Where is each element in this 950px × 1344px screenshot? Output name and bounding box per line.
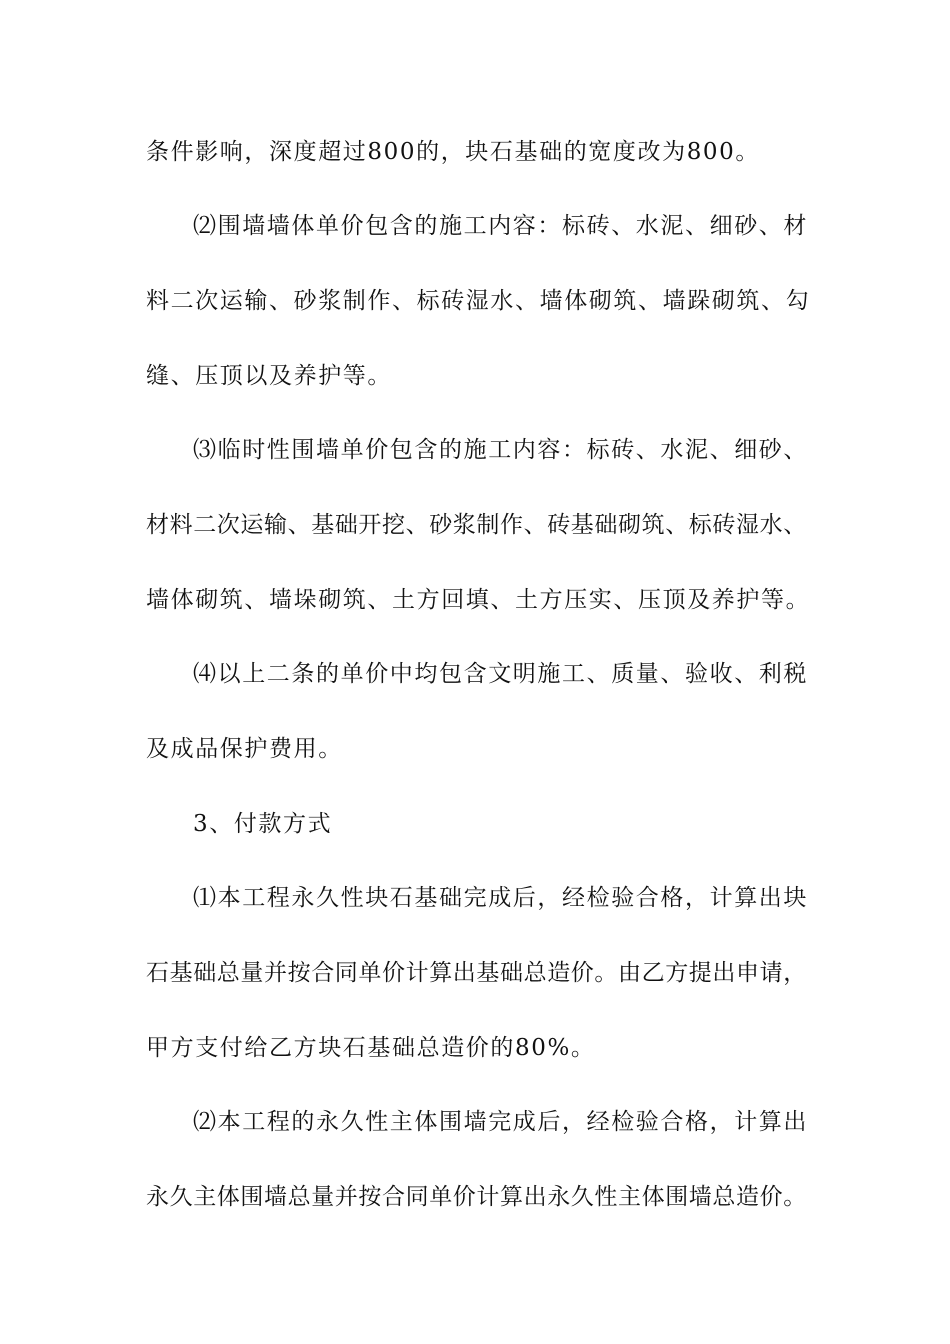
text-line: 及成品保护费用。	[146, 736, 343, 762]
text-line: ⑴本工程永久性块石基础完成后，经检验合格，计算出块	[193, 885, 808, 911]
text-line: ⑶临时性围墙单价包含的施工内容：标砖、水泥、细砂、	[193, 437, 808, 463]
text-line: 石基础总量并按合同单价计算出基础总造价。由乙方提出申请，	[146, 960, 807, 986]
text-line: 甲方支付给乙方块石基础总造价的80%。	[146, 1035, 596, 1061]
text-line: 永久主体围墙总量并按合同单价计算出永久性主体围墙总造价。	[146, 1184, 807, 1210]
text-line: 缝、压顶以及养护等。	[146, 363, 392, 389]
text-line: 墙体砌筑、墙垛砌筑、土方回填、土方压实、压顶及养护等。	[146, 587, 811, 613]
text-line: 材料二次运输、基础开挖、砂浆制作、砖基础砌筑、标砖湿水、	[146, 512, 807, 538]
text-line: ⑷以上二条的单价中均包含文明施工、质量、验收、利税	[193, 661, 808, 687]
text-line: 料二次运输、砂浆制作、标砖湿水、墙体砌筑、墙跺砌筑、勾	[146, 288, 811, 314]
text-line: ⑵围墙墙体单价包含的施工内容：标砖、水泥、细砂、材	[193, 213, 808, 239]
text-line: 条件影响，深度超过800的，块石基础的宽度改为800。	[146, 139, 760, 165]
text-line: ⑵本工程的永久性主体围墙完成后，经检验合格，计算出	[193, 1109, 808, 1135]
section-heading: 3、付款方式	[193, 811, 333, 837]
